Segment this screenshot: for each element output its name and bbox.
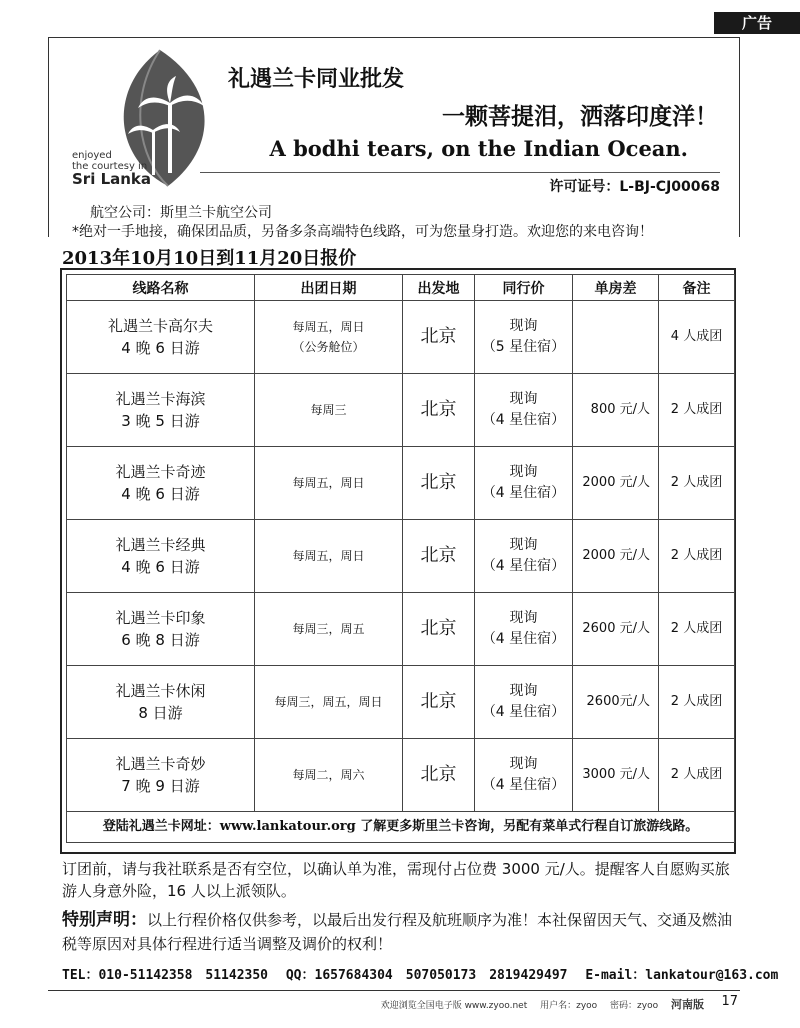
cell-route — [67, 666, 255, 739]
cell-origin-line: 北京 — [420, 399, 457, 420]
cell-price-line: （4 星住宿） — [481, 704, 566, 720]
cell-route-line: 礼遇兰卡海滨 — [115, 390, 206, 408]
declaration-text: 以上行程价格仅供参考，以最后出发行程及航班顺序为准！本社保留因天气、交通及燃油税等原因对具体行程进行适当调整及调价的权利！ — [62, 911, 733, 953]
cell-price-line: （4 星住宿） — [481, 777, 566, 793]
logo-line1: enjoyed — [72, 150, 112, 161]
cell-supplement — [573, 520, 659, 593]
cell-supplement — [573, 447, 659, 520]
cell-supplement-line: 2600元/人 — [586, 694, 650, 709]
cell-origin-line: 北京 — [420, 545, 457, 566]
cell-price — [475, 520, 573, 593]
cell-origin — [403, 520, 475, 593]
cell-supplement — [573, 374, 659, 447]
cell-date — [255, 520, 403, 593]
col-header-origin: 出发地 — [403, 275, 475, 301]
footer — [371, 996, 734, 1012]
page-number: 17 — [721, 994, 738, 1009]
cell-supplement-line: 2000 元/人 — [582, 475, 650, 490]
footer-edition: 河南版 — [671, 998, 704, 1011]
cell-origin — [403, 374, 475, 447]
cell-route-line: 7 晚 9 日游 — [121, 777, 200, 795]
col-header-date: 出团日期 — [255, 275, 403, 301]
cell-route-line: 礼遇兰卡经典 — [115, 536, 206, 554]
cell-route — [67, 447, 255, 520]
cell-date-line: 每周二，周六 — [292, 768, 365, 782]
cell-date-line: 每周三，周五 — [292, 622, 365, 636]
slogan-en: A bodhi tears, on the Indian Ocean. — [269, 136, 688, 161]
cell-route-line: 4 晚 6 日游 — [121, 485, 200, 503]
cell-price-line: 现询 — [509, 610, 538, 626]
cell-note-line: 2 人成团 — [670, 621, 723, 636]
col-header-route: 线路名称 — [67, 275, 255, 301]
cell-price-line: 现询 — [509, 318, 538, 334]
cell-price-line: （5 星住宿） — [481, 339, 566, 355]
slogan-cn: 一颗菩提泪，洒落印度洋！ — [442, 103, 718, 130]
cell-note-line: 4 人成团 — [670, 329, 723, 344]
cell-note — [659, 301, 735, 374]
cell-route-line: 6 晚 8 日游 — [121, 631, 200, 649]
table-row — [67, 301, 735, 374]
cell-route-line: 4 晚 6 日游 — [121, 558, 200, 576]
table-row — [67, 593, 735, 666]
cell-supplement-line: 800 元/人 — [590, 402, 650, 417]
cell-price-line: 现询 — [509, 756, 538, 772]
cell-supplement — [573, 666, 659, 739]
cell-date — [255, 447, 403, 520]
declaration-label: 特别声明： — [62, 910, 147, 930]
cell-price — [475, 374, 573, 447]
cell-supplement — [573, 593, 659, 666]
cell-origin — [403, 447, 475, 520]
cell-route — [67, 374, 255, 447]
cell-route-line: 礼遇兰卡奇妙 — [115, 755, 206, 773]
table-row — [67, 374, 735, 447]
cell-date — [255, 593, 403, 666]
table-row — [67, 520, 735, 593]
cell-price-line: （4 星住宿） — [481, 412, 566, 428]
cell-route-line: 8 日游 — [138, 704, 183, 722]
cell-note — [659, 374, 735, 447]
cell-price-line: 现询 — [509, 391, 538, 407]
cell-date-line: 每周五，周日 — [292, 549, 365, 563]
contact-qq: QQ：1657684304 507050173 2819429497 — [285, 968, 568, 983]
cell-price-line: 现询 — [509, 537, 538, 553]
intro-text: *绝对一手地接，确保团品质，另备多条高端特色线路，可为您量身打造。欢迎您的来电咨询！ — [72, 224, 653, 240]
cell-note-line: 2 人成团 — [670, 475, 723, 490]
cell-origin-line: 北京 — [420, 691, 457, 712]
footer-divider — [48, 990, 740, 991]
cell-route — [67, 520, 255, 593]
cell-origin-line: 北京 — [420, 618, 457, 639]
cell-note-line: 2 人成团 — [670, 548, 723, 563]
cell-price-line: （4 星住宿） — [481, 631, 566, 647]
cell-note — [659, 447, 735, 520]
cell-date — [255, 739, 403, 812]
cell-date-line: 每周五，周日 — [292, 320, 365, 334]
cell-price-line: （4 星住宿） — [481, 558, 566, 574]
contact-info — [62, 964, 779, 983]
cell-date-line: 每周三 — [310, 403, 347, 417]
cell-route — [67, 593, 255, 666]
cell-route-line: 3 晚 5 日游 — [121, 412, 200, 430]
cell-price-line: （4 星住宿） — [481, 485, 566, 501]
table-header-row — [67, 275, 735, 301]
cell-note — [659, 520, 735, 593]
cell-price-line: 现询 — [509, 683, 538, 699]
cell-note-line: 2 人成团 — [670, 402, 723, 417]
cell-date — [255, 666, 403, 739]
cell-note — [659, 739, 735, 812]
cell-origin — [403, 593, 475, 666]
col-header-note: 备注 — [659, 275, 735, 301]
footer-user: 用户名：zyoo — [540, 1001, 598, 1011]
cell-date-line: 每周三，周五，周日 — [274, 695, 383, 709]
col-header-supplement: 单房差 — [573, 275, 659, 301]
price-table — [66, 274, 735, 843]
contact-email: E-mail：lankatour@163.com — [585, 968, 779, 983]
contact-tel: TEL：010-51142358 51142350 — [62, 968, 269, 983]
divider — [200, 172, 720, 173]
ad-tag: 广告 — [714, 12, 800, 34]
cell-note-line: 2 人成团 — [670, 694, 723, 709]
cell-supplement-line: 3000 元/人 — [582, 767, 650, 782]
airline: 航空公司：斯里兰卡航空公司 — [90, 205, 272, 221]
table-row — [67, 739, 735, 812]
table-row — [67, 666, 735, 739]
price-period: 2013年10月10日到11月20日报价 — [62, 248, 357, 269]
cell-supplement-line: 2000 元/人 — [582, 548, 650, 563]
cell-supplement — [573, 739, 659, 812]
cell-price — [475, 739, 573, 812]
cell-supplement-line: 2600 元/人 — [582, 621, 650, 636]
cell-price — [475, 593, 573, 666]
cell-route — [67, 301, 255, 374]
cell-price — [475, 666, 573, 739]
cell-price — [475, 301, 573, 374]
cell-price-line: 现询 — [509, 464, 538, 480]
cell-supplement — [573, 301, 659, 374]
cell-date-line: （公务舱位） — [292, 340, 365, 354]
cell-date-line: 每周五，周日 — [292, 476, 365, 490]
table-row — [67, 447, 735, 520]
cell-origin — [403, 301, 475, 374]
cell-route-line: 4 晚 6 日游 — [121, 339, 200, 357]
footer-password: 密码：zyoo — [610, 1001, 659, 1011]
cell-origin — [403, 739, 475, 812]
website-note: 登陆礼遇兰卡网址：www.lankatour.org 了解更多斯里兰卡咨询，另配有菜单式行程自订旅游线路。 — [67, 812, 735, 843]
cell-origin-line: 北京 — [420, 326, 457, 347]
col-header-price: 同行价 — [475, 275, 573, 301]
cell-date — [255, 301, 403, 374]
cell-date — [255, 374, 403, 447]
cell-note — [659, 666, 735, 739]
cell-route — [67, 739, 255, 812]
cell-origin-line: 北京 — [420, 472, 457, 493]
cell-note-line: 2 人成团 — [670, 767, 723, 782]
cell-price — [475, 447, 573, 520]
cell-note — [659, 593, 735, 666]
cell-origin — [403, 666, 475, 739]
logo-line2: the courtesy in — [72, 161, 148, 172]
footer-browse: 欢迎浏览全国电子版 www.zyoo.net — [380, 1001, 528, 1011]
cell-route-line: 礼遇兰卡高尔夫 — [107, 317, 213, 335]
cell-route-line: 礼遇兰卡奇迹 — [115, 463, 206, 481]
order-note: 订团前，请与我社联系是否有空位，以确认单为准，需现付占位费 3000 元/人。提醒客人自愿购买旅游人身意外险，16 人以上派领队。 — [62, 860, 730, 900]
cell-route-line: 礼遇兰卡休闲 — [115, 682, 206, 700]
headline: 礼遇兰卡同业批发 — [228, 66, 405, 92]
license-number: 许可证号：L-BJ-CJ00068 — [549, 179, 720, 195]
cell-origin-line: 北京 — [420, 764, 457, 785]
cell-route-line: 礼遇兰卡印象 — [115, 609, 206, 627]
declaration — [62, 908, 742, 956]
logo-line3: Sri Lanka — [72, 170, 152, 188]
price-table-frame — [60, 268, 736, 854]
sri-lanka-leaf-logo — [68, 48, 218, 190]
